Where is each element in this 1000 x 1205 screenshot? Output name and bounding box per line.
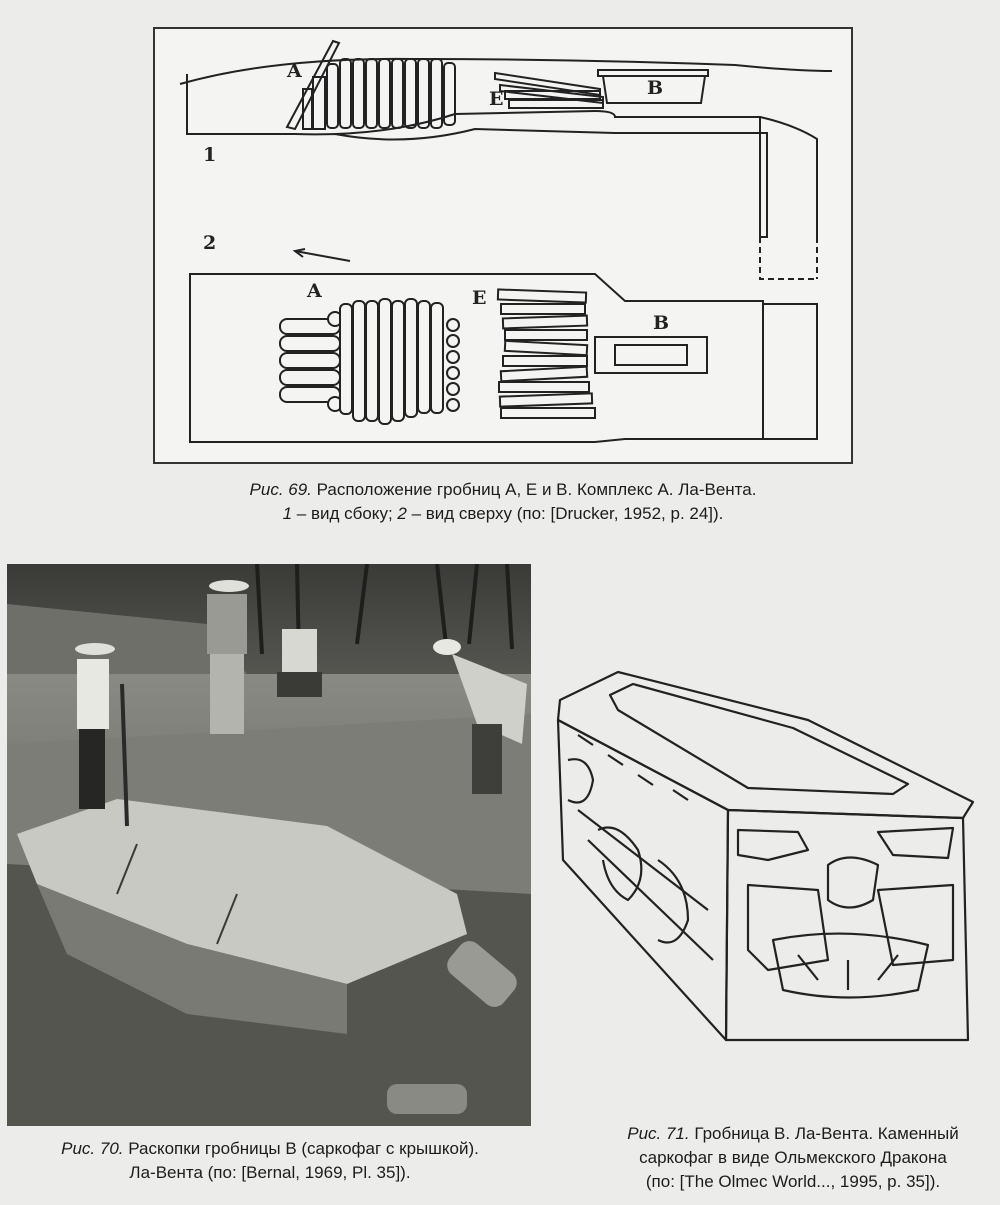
figure-70-caption: [15, 1137, 525, 1185]
person-man-standing: [207, 580, 249, 734]
excavation-photo-rendering: [7, 564, 531, 1126]
stone-column-2: [387, 1084, 467, 1114]
figure-70-photo: [7, 564, 531, 1126]
sarcophagus-top-outline: [558, 672, 973, 818]
label-tomb-b-side: B: [647, 77, 664, 99]
dragon-eye-left: [738, 830, 808, 860]
shaft-curve: [760, 117, 817, 237]
shaft-dashed-extension: [760, 237, 817, 279]
label-view-side: 1: [203, 144, 217, 166]
figure-69-caption-view2-number: 2: [397, 504, 407, 523]
figure-69-caption-view1-number: 1: [282, 504, 293, 523]
label-tomb-a-top: A: [307, 280, 322, 302]
figure-70-caption-text: Раскопки гробницы В (саркофаг с крышкой).: [128, 1139, 479, 1158]
person-seated: [277, 629, 322, 697]
figure-69-caption: [153, 478, 853, 526]
figure-70-caption-line2: Ла-Вента (по: [Bernal, 1969, Pl. 35]).: [129, 1163, 411, 1182]
dragon-eye-right: [878, 828, 953, 858]
dragon-nose: [828, 858, 878, 908]
side-view-pit-outline: [187, 74, 767, 237]
figure-71-caption-line2: саркофаг в виде Ольмекского Дракона: [639, 1148, 947, 1167]
sarcophagus-front-face: [726, 810, 968, 1040]
tomb-b-sarcophagus-top: [595, 337, 707, 373]
label-tomb-e-side: E: [489, 88, 504, 110]
side-bands: [578, 810, 713, 960]
dragon-cheek-right: [878, 885, 953, 965]
side-scroll-1: [568, 759, 593, 802]
figure-69-caption-line1: [153, 478, 853, 502]
tomb-a-columns-top: [340, 299, 443, 424]
tomb-layout-drawing: [155, 29, 855, 466]
figure-71-caption-text: Гробница В. Ла-Вента. Каменный: [694, 1124, 959, 1143]
figure-71-caption-line3: (по: [The Olmec World..., 1995, p. 35]).: [645, 1172, 941, 1191]
label-tomb-e-top: E: [472, 287, 487, 309]
label-tomb-a-side: A: [287, 60, 302, 82]
figure-71-number: Рис. 71.: [627, 1124, 690, 1143]
figure-69-caption-text: Расположение гробниц А, Е и В. Комплекс А. Ла-Вента.: [316, 480, 757, 499]
dragon-cheek-left: [748, 885, 828, 970]
sarcophagus-left-side: [558, 720, 728, 1040]
side-glyph-marks: [578, 735, 688, 800]
tomb-e-slabs-side: [495, 73, 603, 108]
side-scroll-2: [598, 828, 641, 901]
figure-70-caption-line1: [15, 1137, 525, 1161]
label-tomb-b-top: B: [653, 312, 670, 334]
figure-69-caption-view1-text: – вид сбоку;: [292, 504, 398, 523]
figure-70-number: Рис. 70.: [61, 1139, 124, 1158]
olmec-dragon-sarcophagus-drawing: [548, 660, 988, 1070]
tomb-e-slabs-top: [498, 289, 595, 418]
side-scroll-3: [658, 860, 688, 943]
figure-71-caption: [598, 1122, 988, 1194]
dragon-fangs: [798, 955, 898, 990]
figure-69-number: Рис. 69.: [249, 480, 312, 499]
figure-71-drawing: [548, 660, 988, 1070]
figure-69-caption-view2-text: – вид сверху (по: [Drucker, 1952, p. 24]).: [406, 504, 724, 523]
figure-71-caption-line1: [598, 1122, 988, 1146]
figure-69-diagram: [153, 27, 853, 464]
sarcophagus-top-recess: [610, 684, 908, 794]
figure-69-caption-line2: [153, 502, 853, 526]
label-view-top: 2: [203, 232, 217, 254]
